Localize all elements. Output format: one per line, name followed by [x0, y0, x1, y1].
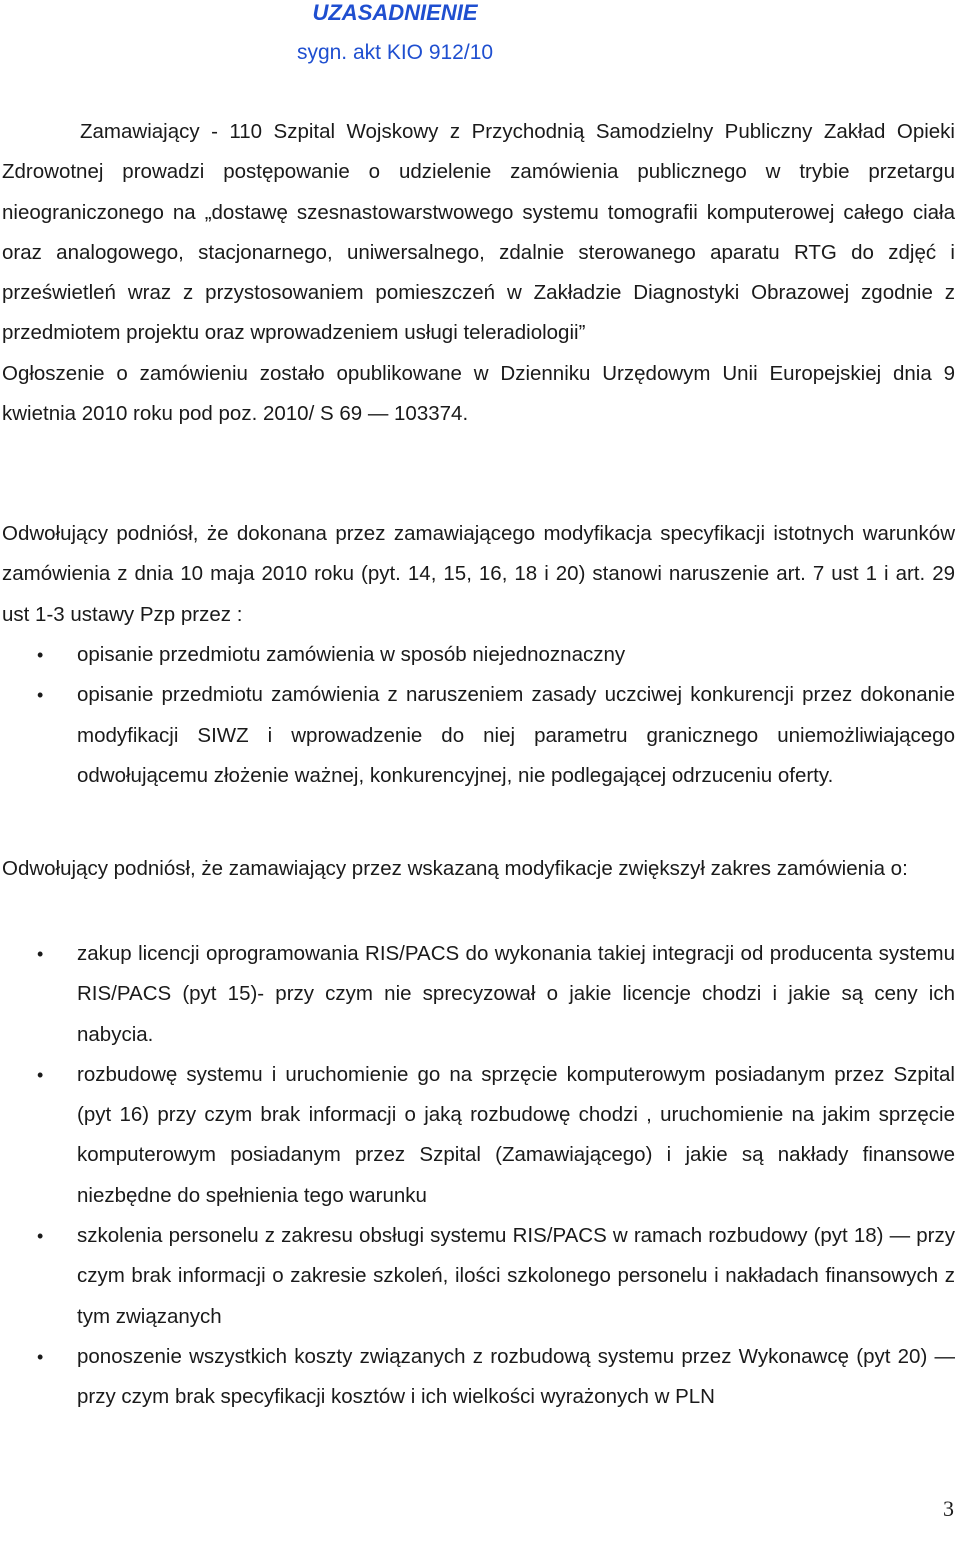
bullet-icon: • [37, 1064, 44, 1085]
objection-list-1 [0, 635, 955, 796]
objection-paragraph-1 [2, 514, 955, 635]
bullet-icon: • [37, 645, 44, 665]
intro-text: Zamawiający - 110 Szpital Wojskowy z Przychodnią Samodzielny Publiczny Zakład Opieki Zdrowotnej prowadzi postępowanie o udzielenie zamówienia publicznego w trybie przetargu nieograniczonego na „dostawę szesnastowarstwowego systemu tomografii komputerowej całego ciała oraz analogowego, stacjonarnego, uniwersalnego, zdalnie sterowanego aparatu RTG do zdjęć i prześwietleń wraz z przystosowaniem pomieszczeń w Zakładzie Diagnostyki Obrazowej zgodnie z przedmiotem projektu oraz wprowadzeniem usługi teleradiologii” [2, 120, 955, 345]
list-item [0, 934, 955, 1055]
list-item [0, 675, 955, 796]
list-item [0, 1337, 955, 1418]
document-title: UZASADNIENIE [312, 0, 478, 25]
case-signature: sygn. akt KIO 912/10 [296, 41, 494, 64]
page-number: 3 [943, 1496, 954, 1521]
bullet-icon: • [37, 1346, 44, 1367]
list-item-text: szkolenia personelu z zakresu obsługi systemu RIS/PACS w ramach rozbudowy (pyt 18) — przy czym brak informacji o zakresie szkoleń, ilości szkolonego personelu i nakładach finansowych z tym związanych [77, 1224, 955, 1328]
list-item [0, 1055, 955, 1216]
publication-notice: Ogłoszenie o zamówieniu zostało opublikowane w Dzienniku Urzędowym Unii Europejskiej dnia 9 kwietnia 2010 roku pod poz. 2010/ S 69 — 103374. [2, 361, 955, 426]
bullet-icon: • [37, 944, 44, 964]
objection-lead-1: Odwołujący podniósł, że dokonana przez zamawiającego modyfikacja specyfikacji istotnych warunków zamówienia z dnia 10 maja 2010 roku (pyt. 14, 15, 16, 18 i 20) stanowi naruszenie art. 7 ust 1 i art. 29 ust 1-3 ustawy Pzp przez : [2, 522, 955, 626]
intro-paragraph [2, 112, 955, 434]
objection-lead-2: Odwołujący podniósł, że zamawiający przez wskazaną modyfikacje zwiększył zakres zamówienia o: [2, 857, 908, 880]
objection-paragraph-2 [2, 849, 955, 889]
list-item-text: opisanie przedmiotu zamówienia w sposób niejednoznaczny [77, 643, 626, 666]
list-item [0, 1216, 955, 1337]
list-item [0, 635, 955, 675]
objection-list-2 [0, 934, 955, 1418]
list-item-text: zakup licencji oprogramowania RIS/PACS do wykonania takiej integracji od producenta systemu RIS/PACS (pyt 15)- przy czym nie sprecyzował o jakie licencje chodzi i jakie są ceny ich nabycia. [77, 942, 955, 1046]
bullet-icon: • [37, 685, 44, 706]
bullet-icon: • [37, 1226, 44, 1247]
list-item-text: rozbudowę systemu i uruchomienie go na sprzęcie komputerowym posiadanym przez Szpital (pyt 16) przy czym brak informacji o jaką rozbudowę chodzi , uruchomienie na jakim sprzęcie komputerowym posiadanym przez Szpital (Zamawiającego) i jakie są nakłady finansowe niezbędne do spełnienia tego warunku [77, 1062, 955, 1207]
list-item-text: opisanie przedmiotu zamówienia z naruszeniem zasady uczciwej konkurencji przez dokonanie modyfikacji SIWZ i wprowadzenie do niej parametru granicznego uniemożliwiającego odwołującemu złożenie ważnej, konkurencyjnej, nie podlegającej odrzuceniu oferty. [77, 683, 955, 787]
list-item-text: ponoszenie wszystkich koszty związanych z rozbudową systemu przez Wykonawcę (pyt 20) — przy czym brak specyfikacji kosztów i ich wielkości wyrażonych w PLN [77, 1344, 955, 1409]
